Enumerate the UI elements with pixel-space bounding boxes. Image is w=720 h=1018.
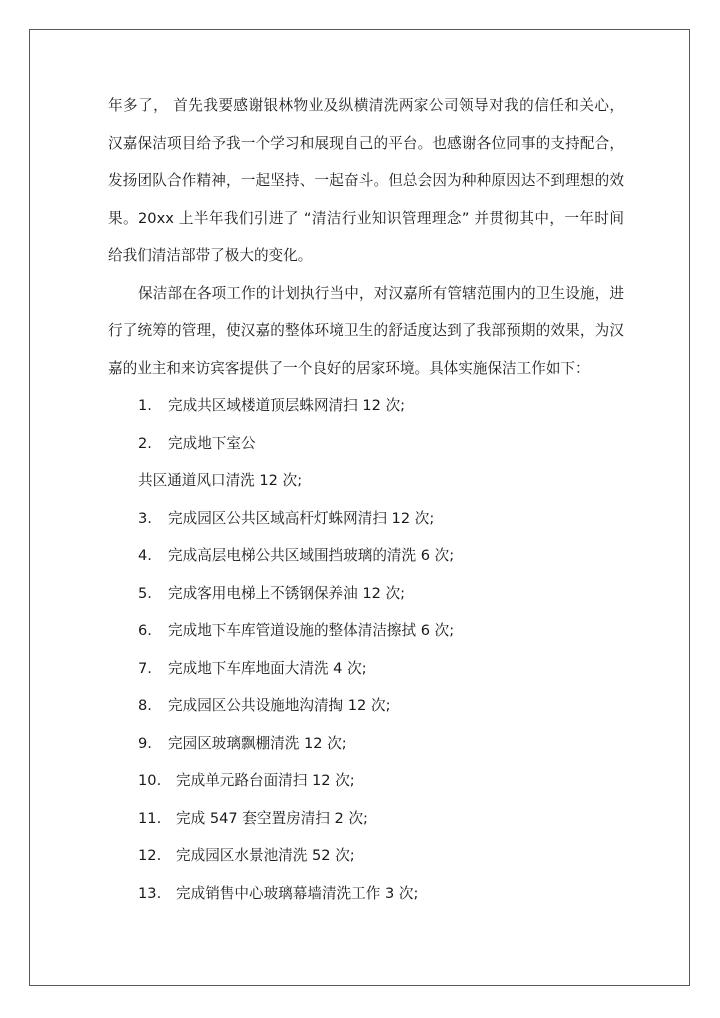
list-text: 完成地下室公 <box>168 434 256 452</box>
list-item <box>108 842 624 870</box>
list-text: 完成共区域楼道顶层蛛网清扫 12 次; <box>168 397 406 414</box>
list-number: 9. <box>138 734 152 752</box>
list-number: 1. <box>138 397 152 414</box>
list-text: 完成单元路台面清扫 12 次; <box>176 772 355 789</box>
list-item <box>108 542 624 570</box>
list-text: 共区通道风口清洗 12 次; <box>138 472 303 489</box>
list-item-continuation <box>108 467 624 495</box>
list-number: 11. <box>138 809 162 827</box>
list-number: 3. <box>138 509 152 527</box>
paragraph-work-summary <box>108 280 624 383</box>
list-number: 12. <box>138 847 162 864</box>
list-number: 13. <box>138 884 162 902</box>
list-text: 完成地下车库地面大清洗 4 次; <box>168 659 367 677</box>
list-number: 7. <box>138 659 152 677</box>
list-number: 4. <box>138 547 152 564</box>
list-text: 完成园区公共区域高杆灯蛛网清扫 12 次; <box>168 509 435 527</box>
task-list <box>108 392 624 908</box>
list-text: 完成地下车库管道设施的整体清洁擦拭 6 次; <box>168 622 455 639</box>
list-item <box>108 617 624 645</box>
list-item <box>108 730 624 758</box>
paragraph-line: 行了统筹的管理，使汉嘉的整体环境卫生的舒适度达到了我部预期的效果，为汉 <box>108 322 624 339</box>
paragraph-line: 汉嘉保洁项目给予我一个学习和展现自己的平台。也感谢各位同事的支持配合， <box>108 134 624 152</box>
list-text: 完园区玻璃飘棚清洗 12 次; <box>168 734 347 752</box>
list-text: 完成 547 套空置房清扫 2 次; <box>176 809 368 827</box>
list-text: 完成客用电梯上不锈钢保养油 12 次; <box>168 584 406 602</box>
list-text: 完成园区水景池清洗 52 次; <box>176 847 355 864</box>
list-item <box>108 505 624 533</box>
paragraph-line: 果。20xx 上半年我们引进了 “清洁行业知识管理理念” 并贯彻其中，一年时间 <box>108 209 624 227</box>
paragraph-line: 发扬团队合作精神，一起坚持、一起奋斗。但总会因为种种原因达不到理想的效 <box>108 172 624 189</box>
paragraph-line: 嘉的业主和来访宾客提供了一个良好的居家环境。具体实施保洁工作如下： <box>108 359 590 377</box>
list-number: 6. <box>138 622 152 639</box>
list-item <box>108 430 624 458</box>
list-number: 8. <box>138 697 152 714</box>
paragraph-line: 给我们清洁部带了极大的变化。 <box>108 247 313 264</box>
list-number: 2. <box>138 434 152 452</box>
paragraph-line: 年多了， 首先我要感谢银林物业及纵横清洗两家公司领导对我的信任和关心， <box>108 97 624 114</box>
list-item <box>108 392 624 420</box>
list-item <box>108 692 624 720</box>
list-number: 10. <box>138 772 162 789</box>
document-body <box>108 92 624 917</box>
list-text: 完成销售中心玻璃幕墙清洗工作 3 次; <box>176 884 419 902</box>
list-item <box>108 805 624 833</box>
list-item <box>108 880 624 908</box>
list-item <box>108 767 624 795</box>
list-number: 5. <box>138 584 152 602</box>
paragraph-line: 保洁部在各项工作的计划执行当中，对汉嘉所有管辖范围内的卫生设施，进 <box>138 284 624 302</box>
paragraph-intro <box>108 92 624 270</box>
list-item <box>108 580 624 608</box>
list-text: 完成园区公共设施地沟清掏 12 次; <box>168 697 391 714</box>
list-text: 完成高层电梯公共区域围挡玻璃的清洗 6 次; <box>168 547 455 564</box>
list-item <box>108 655 624 683</box>
